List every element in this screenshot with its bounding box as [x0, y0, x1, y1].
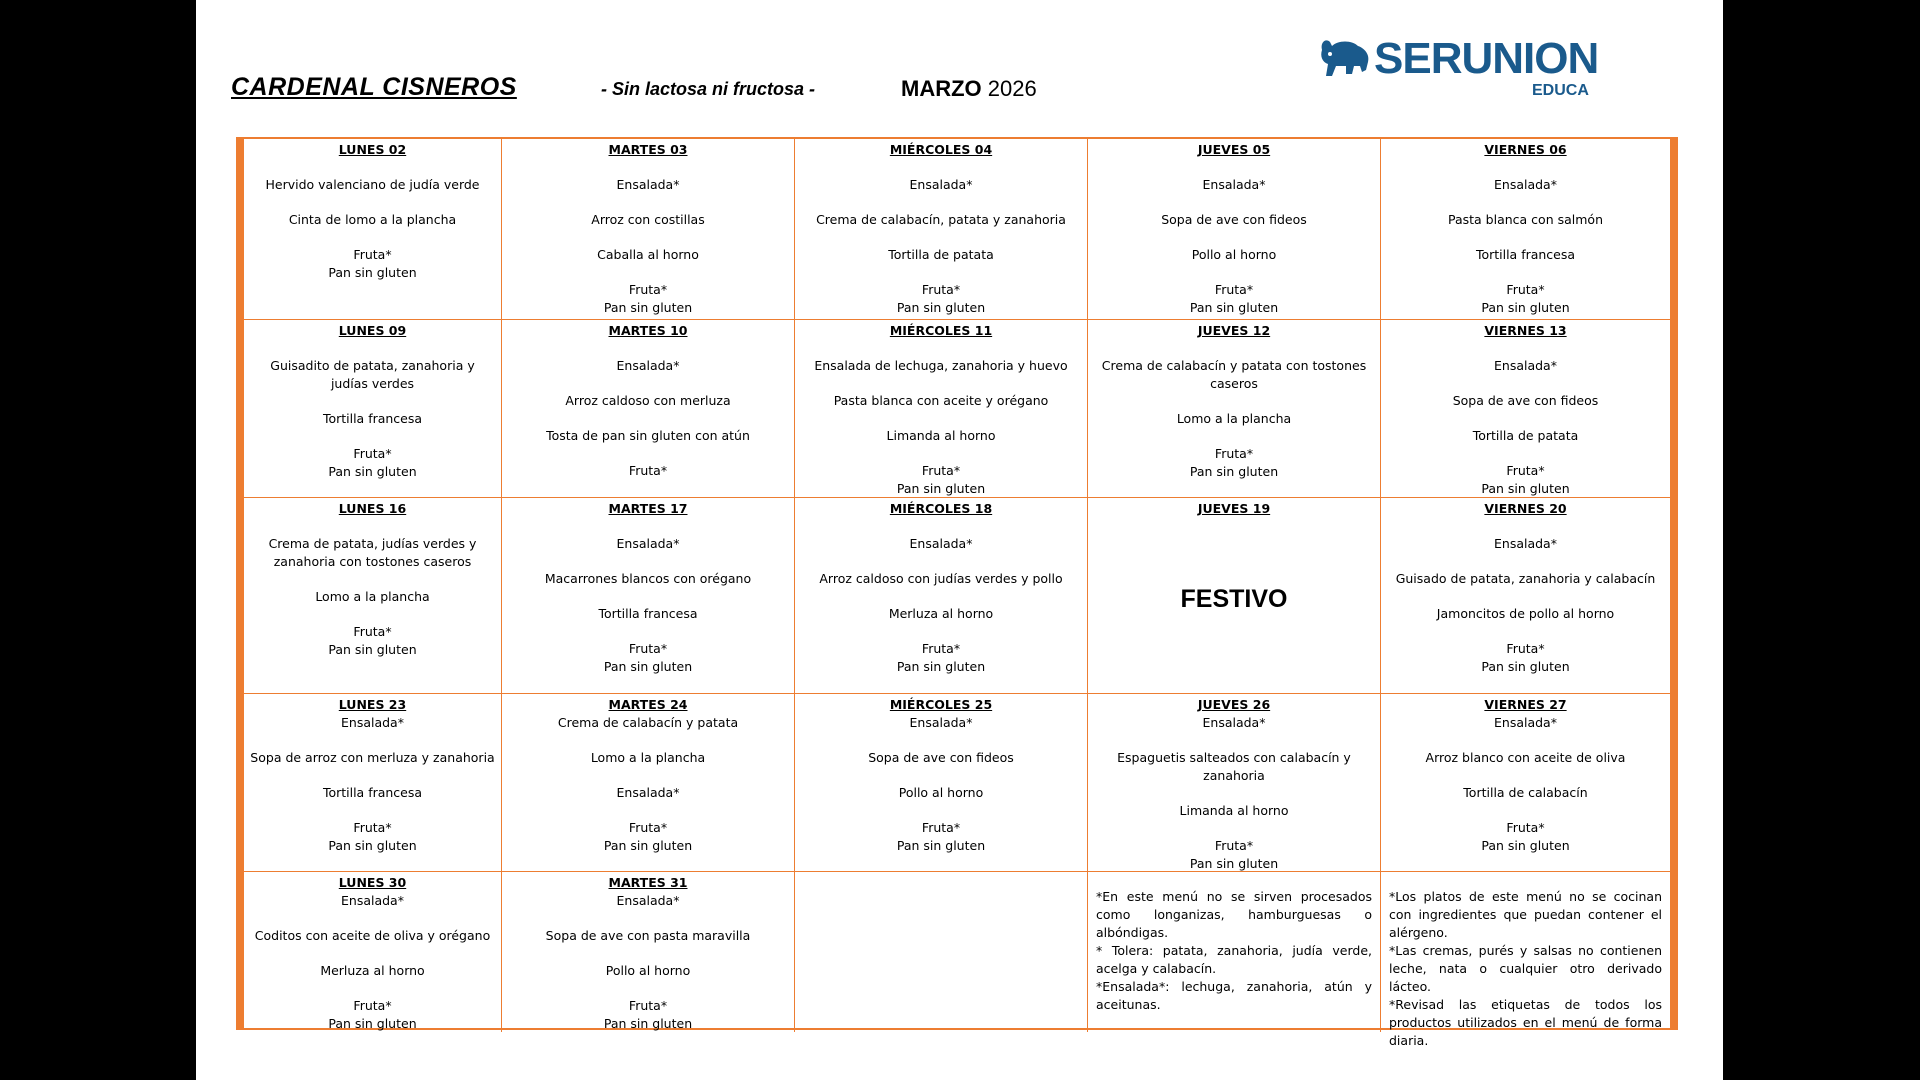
day-heading: MIÉRCOLES 04	[889, 142, 993, 157]
day-heading: MIÉRCOLES 11	[889, 323, 993, 338]
menu-item: Arroz caldoso con judías verdes y pollo	[819, 571, 1063, 586]
note-text: *Ensalada*: lechuga, zanahoria, atún y aceitunas.	[1096, 979, 1372, 1012]
brand-name: SERUNION	[1374, 34, 1599, 83]
brand-sub: EDUCA	[1532, 82, 1589, 99]
bull-icon	[1318, 36, 1372, 80]
menu-item: Arroz caldoso con merluza	[565, 393, 731, 408]
day-cell	[1088, 694, 1381, 872]
menu-item: Fruta*	[921, 641, 961, 656]
menu-item: Fruta*	[1506, 820, 1545, 835]
day-cell	[502, 320, 795, 498]
menu-item: Sopa de ave con pasta maravilla	[545, 928, 751, 943]
menu-item: Fruta*	[628, 820, 668, 835]
menu-item: Fruta*	[1506, 282, 1545, 297]
day-heading: LUNES 02	[338, 142, 407, 157]
menu-item: Fruta*	[921, 463, 961, 478]
month-label: MARZO	[901, 76, 982, 101]
menu-item: Lomo a la plancha	[590, 750, 706, 765]
menu-subtitle: - Sin lactosa ni fructosa -	[601, 79, 816, 99]
day-cell	[795, 498, 1088, 694]
menu-item: Tortilla francesa	[322, 411, 423, 426]
day-heading: LUNES 09	[338, 323, 407, 338]
menu-item: Pan sin gluten	[328, 642, 417, 657]
day-heading: VIERNES 20	[1484, 501, 1567, 516]
day-cell	[1381, 498, 1670, 694]
menu-item: Fruta*	[628, 641, 668, 656]
menu-item: Fruta*	[628, 998, 668, 1013]
empty-cell	[795, 872, 1088, 1032]
day-heading: LUNES 23	[338, 697, 407, 712]
menu-item: Tortilla francesa	[598, 606, 698, 621]
menu-item: Ensalada*	[909, 715, 973, 730]
day-heading: VIERNES 06	[1484, 142, 1567, 157]
menu-item: Pan sin gluten	[1189, 856, 1279, 871]
menu-item: Limanda al horno	[1179, 803, 1289, 818]
menu-item: Tortilla de patata	[888, 247, 994, 262]
day-heading: MARTES 17	[608, 501, 688, 516]
day-cell	[244, 139, 502, 320]
menu-item: Pollo al horno	[605, 963, 691, 978]
menu-item: Coditos con aceite de oliva y orégano	[254, 928, 491, 943]
menu-item: Pan sin gluten	[603, 1016, 693, 1031]
menu-item: Espaguetis salteados con calabacín y zanahoria	[1117, 750, 1351, 783]
day-cell	[1381, 139, 1670, 320]
menu-item: Pan sin gluten	[1481, 300, 1570, 315]
menu-item: Fruta*	[1214, 282, 1254, 297]
menu-item: Fruta*	[1214, 838, 1254, 853]
month-year	[901, 76, 1037, 102]
menu-item: Caballa al horno	[597, 247, 699, 262]
menu-item: Fruta*	[353, 998, 392, 1013]
menu-item: Pan sin gluten	[896, 659, 986, 674]
menu-item: Sopa de ave con fideos	[868, 750, 1014, 765]
menu-item: Fruta*	[353, 820, 392, 835]
menu-item: Ensalada*	[909, 177, 973, 192]
menu-item: Tortilla de patata	[1472, 428, 1579, 443]
menu-item: Jamoncitos de pollo al horno	[1436, 606, 1615, 621]
menu-item: Fruta*	[1506, 463, 1545, 478]
day-heading: MARTES 24	[608, 697, 688, 712]
menu-item: Ensalada*	[616, 177, 680, 192]
menu-item: Tortilla de calabacín	[1463, 785, 1588, 800]
menu-item: Guisadito de patata, zanahoria y judías verdes	[270, 358, 475, 391]
menu-item: Pan sin gluten	[328, 1016, 417, 1031]
menu-item: Crema de patata, judías verdes y zanahoria con tostones caseros	[268, 536, 477, 569]
notes-left	[1088, 872, 1381, 1032]
day-cell	[795, 320, 1088, 498]
menu-item: Lomo a la plancha	[315, 589, 430, 604]
day-cell	[795, 694, 1088, 872]
menu-item: Ensalada*	[1494, 177, 1557, 192]
menu-item: Ensalada*	[1494, 715, 1557, 730]
menu-item: Ensalada*	[616, 536, 680, 551]
menu-item: Macarrones blancos con orégano	[544, 571, 752, 586]
year-label: 2026	[987, 76, 1037, 101]
menu-item: Ensalada*	[1494, 536, 1557, 551]
day-cell	[1088, 320, 1381, 498]
menu-item: Fruta*	[1214, 446, 1254, 461]
menu-item: Pan sin gluten	[328, 838, 417, 853]
menu-item: Ensalada de lechuga, zanahoria y huevo	[814, 358, 1068, 373]
day-cell	[244, 872, 502, 1032]
day-heading: JUEVES 12	[1197, 323, 1271, 338]
day-heading: MIÉRCOLES 25	[889, 697, 993, 712]
menu-item: Crema de calabacín y patata	[557, 715, 739, 730]
menu-item: Fruta*	[628, 282, 668, 297]
day-cell	[1381, 694, 1670, 872]
day-heading: MARTES 31	[608, 875, 688, 890]
day-cell	[1088, 498, 1381, 694]
menu-item: Pan sin gluten	[1189, 300, 1279, 315]
day-cell	[244, 320, 502, 498]
menu-item: Pan sin gluten	[896, 300, 986, 315]
note-text: *Los platos de este menú no se cocinan con ingredientes que puedan contener el alérgeno.	[1389, 889, 1662, 940]
menu-grid	[236, 137, 1678, 1048]
day-cell	[244, 694, 502, 872]
menu-item: Pan sin gluten	[603, 838, 693, 853]
note-text: *Las cremas, purés y salsas no contienen leche, nata o cualquier otro derivado lácteo.	[1389, 943, 1662, 994]
day-cell	[502, 498, 795, 694]
menu-item: Pollo al horno	[1191, 247, 1277, 262]
menu-item: Ensalada*	[1202, 715, 1266, 730]
menu-item: Ensalada*	[616, 893, 680, 908]
day-cell	[795, 139, 1088, 320]
menu-item: Tortilla francesa	[1475, 247, 1576, 262]
menu-item: Pan sin gluten	[603, 659, 693, 674]
day-heading: MIÉRCOLES 18	[889, 501, 993, 516]
menu-item: Hervido valenciano de judía verde	[265, 177, 480, 192]
menu-item: Pan sin gluten	[896, 838, 986, 853]
menu-item: Ensalada*	[341, 893, 404, 908]
day-heading: JUEVES 26	[1197, 697, 1271, 712]
menu-page	[196, 0, 1723, 1080]
day-cell	[1381, 320, 1670, 498]
day-cell	[1088, 139, 1381, 320]
menu-item: Ensalada*	[341, 715, 404, 730]
menu-item: Crema de calabacín y patata con tostones caseros	[1101, 358, 1367, 391]
menu-item: Merluza al horno	[888, 606, 994, 621]
menu-item: Pollo al horno	[898, 785, 984, 800]
menu-item: Lomo a la plancha	[1176, 411, 1292, 426]
menu-item: Pan sin gluten	[896, 481, 986, 496]
menu-item: Fruta*	[353, 247, 392, 262]
menu-item: Fruta*	[1506, 641, 1545, 656]
day-cell	[502, 872, 795, 1032]
notes-right	[1381, 872, 1670, 1048]
menu-item: Cinta de lomo a la plancha	[288, 212, 457, 227]
menu-item: Pan sin gluten	[1481, 659, 1570, 674]
day-heading: MARTES 03	[608, 142, 688, 157]
menu-item: Pan sin gluten	[1481, 838, 1570, 853]
menu-item: Arroz blanco con aceite de oliva	[1425, 750, 1626, 765]
menu-item: Sopa de ave con fideos	[1161, 212, 1307, 227]
serunion-logo	[1318, 32, 1598, 104]
menu-item: Fruta*	[353, 446, 392, 461]
menu-item: Fruta*	[921, 282, 961, 297]
menu-item: Pan sin gluten	[603, 300, 693, 315]
menu-item: Fruta*	[921, 820, 961, 835]
day-heading: LUNES 30	[338, 875, 407, 890]
school-name: CARDENAL CISNEROS	[231, 73, 517, 101]
menu-item: Merluza al horno	[320, 963, 425, 978]
note-text: * Tolera: patata, zanahoria, judía verde, acelga y calabacín.	[1096, 943, 1372, 976]
day-heading: LUNES 16	[338, 501, 407, 516]
day-heading: VIERNES 27	[1484, 697, 1567, 712]
day-heading: JUEVES 05	[1197, 142, 1271, 157]
menu-item: Pasta blanca con aceite y orégano	[833, 393, 1049, 408]
menu-item: Ensalada*	[909, 536, 973, 551]
menu-item: Ensalada*	[616, 785, 680, 800]
note-text: *Revisad las etiquetas de todos los productos utilizados en el menú de forma diaria.	[1389, 997, 1662, 1048]
menu-item: Tosta de pan sin gluten con atún	[546, 428, 750, 443]
menu-item: Ensalada*	[1494, 358, 1557, 373]
day-heading: MARTES 10	[608, 323, 688, 338]
menu-item: Sopa de arroz con merluza y zanahoria	[250, 750, 495, 765]
day-heading: VIERNES 13	[1484, 323, 1567, 338]
menu-item: Ensalada*	[616, 358, 680, 373]
menu-item: Ensalada*	[1202, 177, 1266, 192]
day-cell	[502, 139, 795, 320]
day-cell	[244, 498, 502, 694]
menu-item: Pan sin gluten	[1481, 481, 1570, 496]
day-cell	[502, 694, 795, 872]
menu-item: Arroz con costillas	[591, 212, 705, 227]
menu-item: Pan sin gluten	[1189, 464, 1279, 479]
menu-item: Guisado de patata, zanahoria y calabacín	[1395, 571, 1656, 586]
menu-item: Tortilla francesa	[322, 785, 423, 800]
menu-item: Fruta*	[628, 463, 668, 478]
menu-item: Fruta*	[353, 624, 392, 639]
menu-item: Pan sin gluten	[328, 464, 417, 479]
festivo-label: FESTIVO	[1180, 585, 1288, 613]
day-heading: JUEVES 19	[1197, 501, 1271, 516]
menu-item: Limanda al horno	[886, 428, 996, 443]
menu-item: Pan sin gluten	[328, 265, 417, 280]
menu-item: Pasta blanca con salmón	[1448, 212, 1603, 227]
menu-item: Crema de calabacín, patata y zanahoria	[816, 212, 1066, 227]
note-text: *En este menú no se sirven procesados como longanizas, hamburguesas o albóndigas.	[1096, 889, 1372, 940]
menu-item: Sopa de ave con fideos	[1452, 393, 1599, 408]
